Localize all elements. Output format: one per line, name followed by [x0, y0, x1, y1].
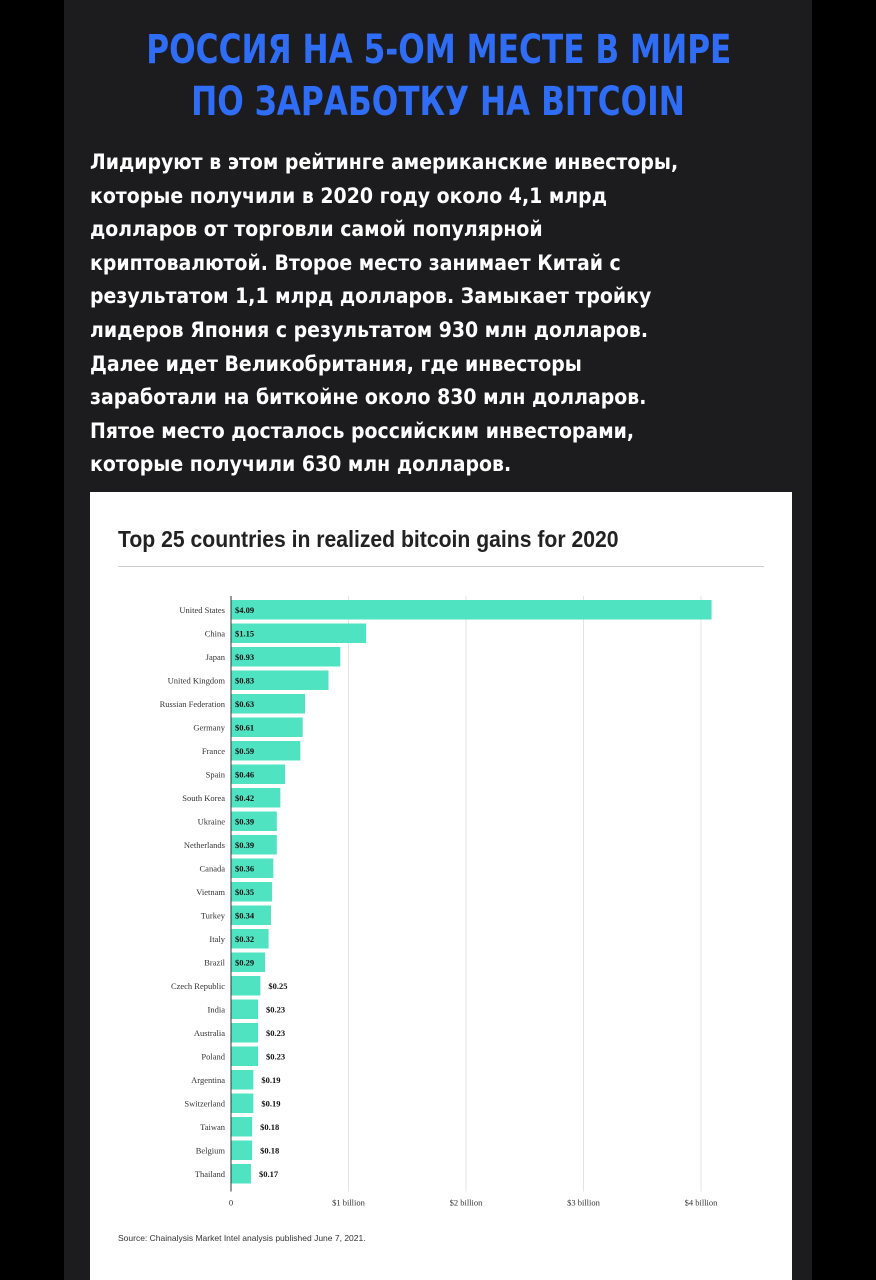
category-label: Spain — [205, 769, 225, 780]
value-label: $0.23 — [266, 1004, 286, 1015]
article-line: криптовалютой. Второе место занимает Китай с — [90, 250, 621, 275]
x-tick-label: $3 billion — [567, 1197, 600, 1208]
bar — [231, 1117, 252, 1137]
value-label: $0.23 — [266, 1051, 286, 1062]
value-label: $0.19 — [261, 1098, 281, 1109]
article-line: Лидируют в этом рейтинге американские инвесторы, — [90, 150, 679, 174]
headline-line-1: РОССИЯ НА 5-ОМ МЕСТЕ В МИРЕ — [146, 27, 732, 73]
x-tick-label: $2 billion — [449, 1197, 483, 1208]
value-label: $0.39 — [235, 839, 255, 850]
value-label: $0.35 — [235, 886, 255, 897]
article-line: которые получили в 2020 году около 4,1 млрд — [90, 183, 607, 208]
value-label: $4.09 — [235, 604, 255, 615]
value-label: $0.59 — [235, 745, 255, 756]
headline-line-2: ПО ЗАРАБОТКУ НА BITCOIN — [191, 79, 685, 125]
x-tick-label: 0 — [228, 1197, 234, 1208]
value-label: $0.39 — [235, 816, 255, 827]
value-label: $0.42 — [235, 792, 255, 803]
article-line: Далее идет Великобритания, где инвесторы — [90, 351, 582, 376]
value-label: $0.18 — [260, 1121, 280, 1132]
value-label: $0.46 — [235, 769, 255, 780]
category-label: Argentina — [191, 1074, 225, 1085]
value-label: $0.93 — [235, 651, 255, 662]
category-label: Poland — [201, 1051, 225, 1062]
value-label: $0.19 — [261, 1074, 281, 1085]
article-line: Пятое место досталось российским инвесторами, — [90, 418, 635, 443]
category-label: Vietnam — [196, 886, 225, 897]
article-line: результатом 1,1 млрд долларов. Замыкает тройку — [90, 284, 652, 309]
bar — [231, 600, 712, 620]
bar — [231, 1141, 252, 1161]
value-label: $0.61 — [235, 722, 255, 733]
bar — [231, 976, 260, 996]
x-tick-label: $1 billion — [332, 1197, 365, 1208]
category-label: Taiwan — [200, 1121, 225, 1132]
category-label: Japan — [205, 651, 225, 662]
category-label: Germany — [193, 722, 225, 733]
category-label: Switzerland — [184, 1098, 225, 1109]
category-label: Canada — [199, 863, 225, 874]
chart-source: Source: Chainalysis Market Intel analysis published June 7, 2021. — [118, 1233, 366, 1243]
value-label: $1.15 — [235, 628, 255, 639]
category-label: France — [201, 745, 225, 756]
article-line: лидеров Япония с результатом 930 млн долларов. — [90, 317, 649, 342]
value-label: $0.63 — [235, 698, 255, 709]
bar — [231, 1000, 258, 1020]
value-label: $0.36 — [235, 863, 255, 874]
category-label: South Korea — [182, 792, 225, 803]
category-label: United States — [179, 604, 225, 615]
category-label: India — [207, 1004, 225, 1015]
chart-card — [90, 492, 792, 1280]
bar — [231, 1094, 253, 1114]
value-label: $0.32 — [235, 933, 255, 944]
value-label: $0.17 — [258, 1168, 279, 1179]
bar — [231, 1023, 258, 1043]
category-label: Ukraine — [197, 816, 225, 827]
bar-chart — [90, 492, 792, 1222]
value-label: $0.34 — [235, 910, 255, 921]
category-label: Czech Republic — [170, 980, 225, 991]
article-line: долларов от торговли самой популярной — [90, 217, 543, 242]
category-label: China — [204, 628, 225, 639]
bar — [231, 1070, 253, 1090]
category-label: Turkey — [200, 910, 225, 921]
bar — [231, 1047, 258, 1067]
category-label: United Kingdom — [167, 675, 225, 686]
category-label: Russian Federation — [159, 698, 225, 709]
category-label: Australia — [193, 1027, 225, 1038]
bar — [231, 1164, 251, 1184]
category-label: Brazil — [204, 957, 225, 968]
category-label: Italy — [209, 933, 225, 944]
article-line: заработали на биткойне около 830 млн долларов. — [90, 385, 647, 410]
article-line: которые получили 630 млн долларов. — [90, 452, 512, 477]
value-label: $0.83 — [235, 675, 255, 686]
article-text — [90, 146, 801, 482]
value-label: $0.23 — [266, 1027, 286, 1038]
headline — [146, 24, 732, 128]
value-label: $0.18 — [260, 1145, 280, 1156]
category-label: Netherlands — [183, 839, 225, 850]
value-label: $0.29 — [235, 957, 255, 968]
chart-title: Top 25 countries in realized bitcoin gains for 2020 — [118, 526, 619, 552]
category-label: Belgium — [195, 1145, 225, 1156]
value-label: $0.25 — [268, 980, 288, 991]
x-tick-label: $4 billion — [684, 1197, 718, 1208]
category-label: Thailand — [194, 1168, 225, 1179]
